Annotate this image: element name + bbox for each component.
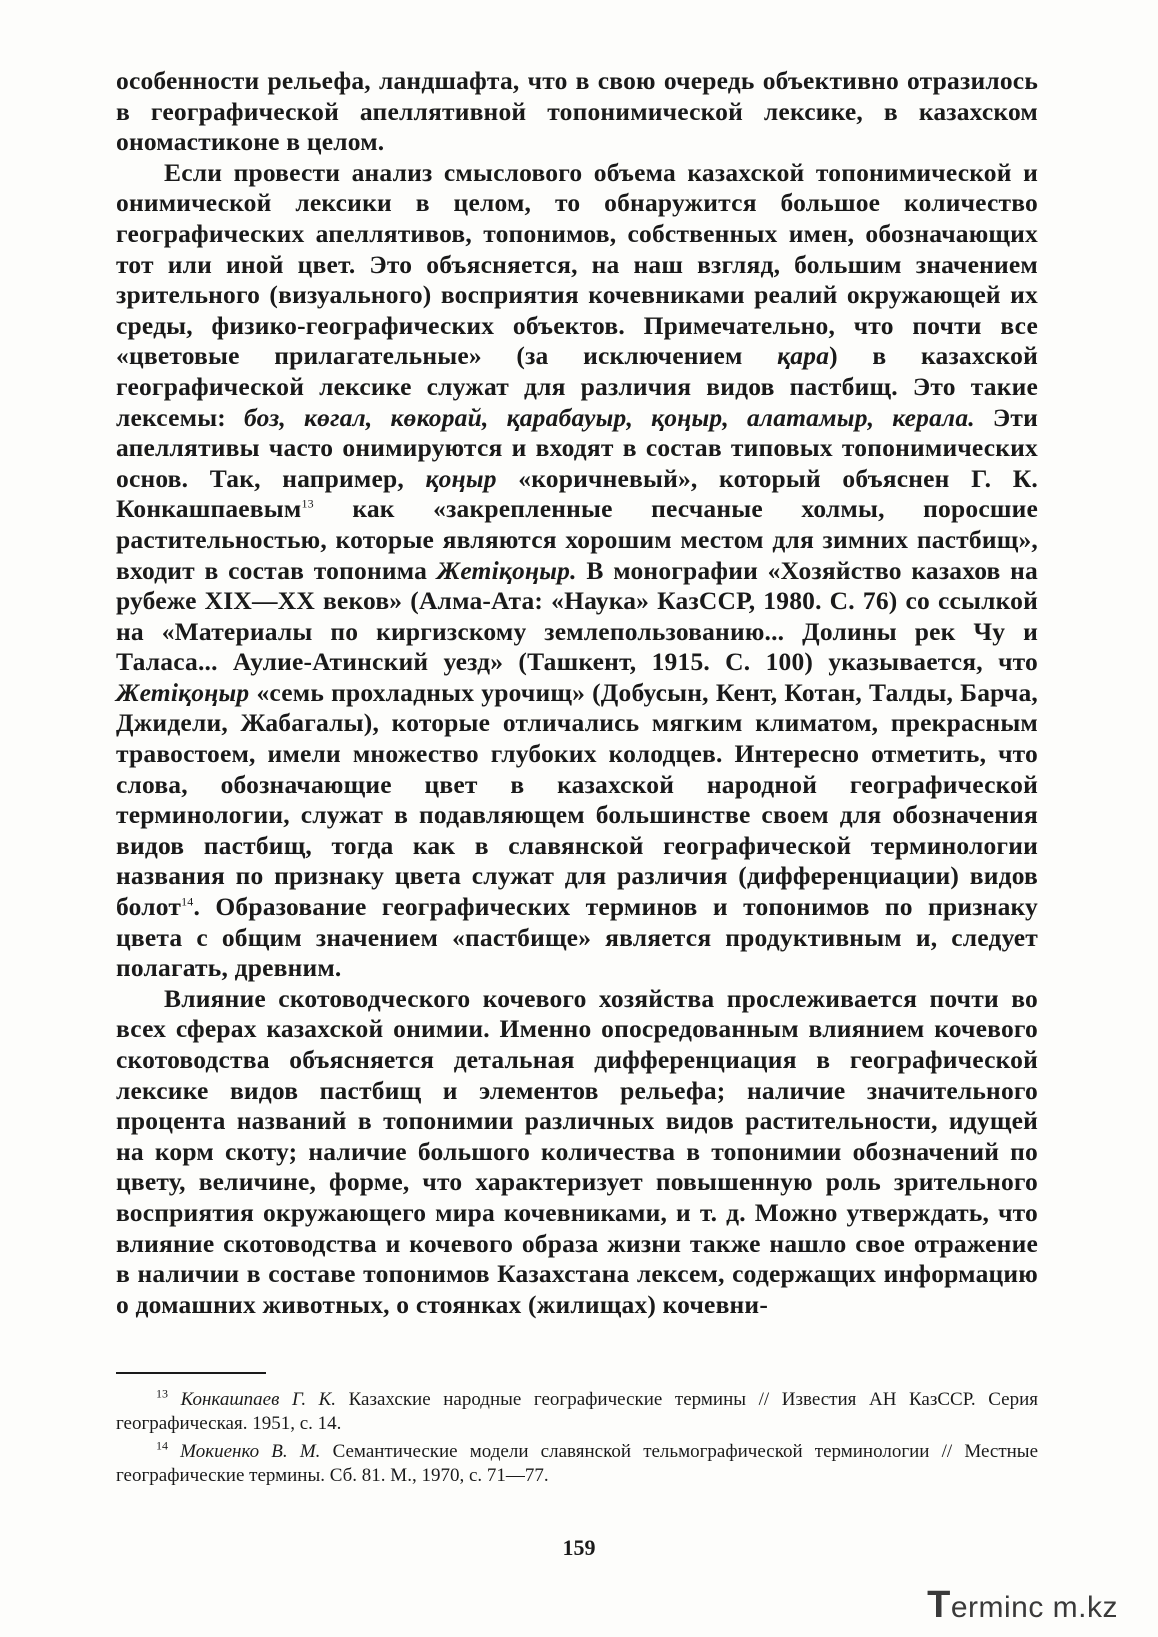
main-text <box>116 66 1038 1320</box>
footnote-14: $^{14}$ Мокиенко В. М. Семантические модели славянской тельмографической терминологии // Местные географические термины. Сб. 81. М., 1970, с. 71—77. <box>116 1438 1039 1486</box>
term-list: боз, көгал, көкорай, қарабауыр, қоңыр, алатамыр, керала. <box>244 402 975 432</box>
footnote-13: $^{13}$ Конкашпаев Г. К. Казахские народные географические термины // Известия АН КазССР. Серия географическая. 1951, с. 14. <box>116 1386 1038 1434</box>
term-konyr: қоңыр <box>425 463 497 493</box>
watermark-logo: Terminc m.kz <box>927 1584 1118 1626</box>
paragraph-3: Влияние скотоводческого кочевого хозяйства прослеживается почти во всех сферах казахской онимии. Именно опосредованным влиянием кочевого скотоводства объясняется детальная дифференциация в географической лексике видов пастбищ и элементов рельефа; наличие значительного процента названий в топонимии различных видов растительности, идущей на корм скоту; наличие большого количества в топонимии обозначений по цвету, величине, форме, что характеризует повышенную роль зрительного восприятия окружающего мира кочевниками, и т. д. Можно утверждать, что влияние скотоводства и кочевого образа жизни также нашло свое отражение в наличии в составе топонимов Казахстана лексем, содержащих информацию о домашних животных, о стоянках (жилищах) кочевни- <box>116 983 1038 1319</box>
footnote-ref-14[interactable]: 14 <box>181 894 194 909</box>
paragraph-1: особенности рельефа, ландшафта, что в свою очередь объективно отразилось в географической апеллятивной топонимической лексике, в казахском ономастиконе в целом. <box>116 66 1038 157</box>
page-number: 159 <box>562 1535 596 1560</box>
paragraph-2: Если провести анализ смыслового объема казахской топонимической и онимической лексики в целом, то обнаружится большое количество географических апеллятивов, топонимов, собственных имен, обозначающих тот или иной цвет. Это объясняется, на наш взгляд, большим значением зрительного (визуального) восприятия кочевниками реалий окружающей их среды, физико-географических объектов. Примечательно, что почти все «цветовые прилагательные» (за исключением қара) в казахской географической лексике служат для различия видов пастбищ. Это такие лексемы: боз, көгал, көкорай, қарабауыр, қоңыр, алатамыр, керала. Эти апеллятивы часто онимируются и входят в состав типовых топонимических основ. Так, например, қоңыр «коричневый», который объяснен Г. К. Конкашпаевым$^{13}$ как «закрепленные песчаные холмы, поросшие растительностью, которые являются хорошим местом для зимних пастбищ», входит в состав топонима Жетіқоңыр. В монографии «Хозяйство казахов на рубеже XIX—XX веков» (Алма-Ата: «Наука» КазССР, 1980. С. 76) со ссылкой на «Материалы по киргизскому землепользованию... Долины рек Чу и Таласа... Аулие-Атинский уезд» (Ташкент, 1915. С. 100) указывается, что Жетіқоңыр «семь прохладных урочищ» (Добусын, Кент, Котан, Талды, Барча, Джидели, Жабагалы), которые отличались мягким климатом, прекрасным травостоем, имели множество глубоких колодцев. Интересно отметить, что слова, обозначающие цвет в казахской народной географической терминологии, служат в подавляющем большинстве своем для обозначения видов пастбищ, тогда как в славянской географической терминологии названия по признаку цвета служат для различия (дифференциации) видов болот$^{14}$. Образование географических терминов и топонимов по признаку цвета с общим значением «пастбище» является продуктивным и, следует полагать, древним. <box>116 157 1039 983</box>
term-zhetikonyr-2: Жетіқоңыр <box>116 677 250 707</box>
footnote-ref-13[interactable]: 13 <box>301 496 314 511</box>
footnote-divider <box>116 1372 266 1374</box>
term-zhetikonyr: Жетіқоңыр. <box>436 555 577 585</box>
footnotes <box>116 1388 1038 1492</box>
term-kara: қара <box>777 341 830 371</box>
